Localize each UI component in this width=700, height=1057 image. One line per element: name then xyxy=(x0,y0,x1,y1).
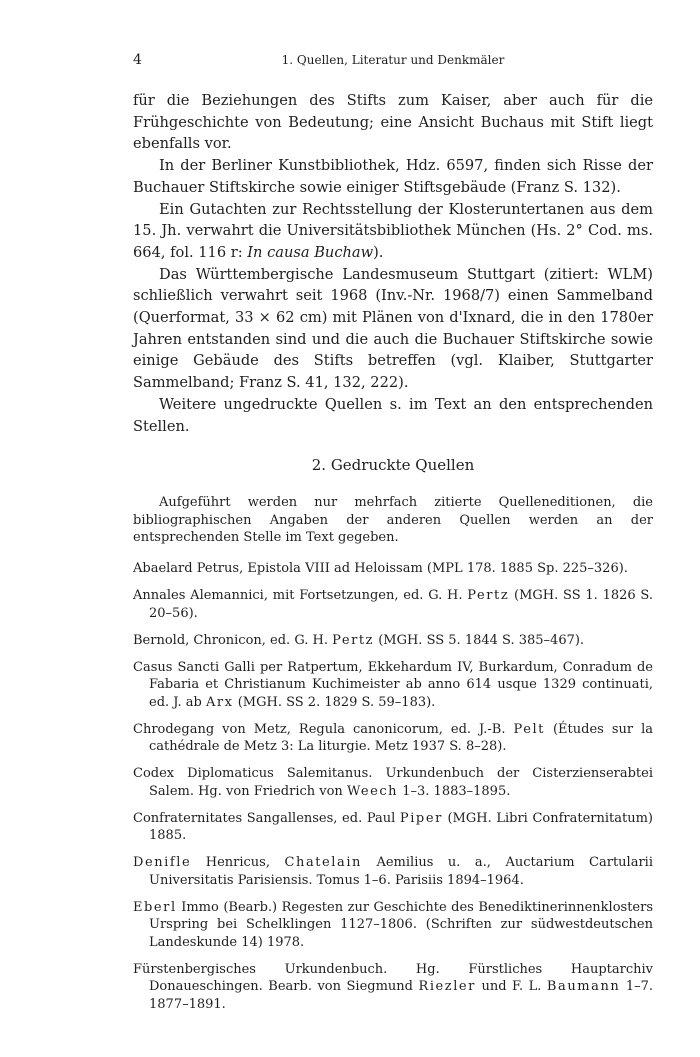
bib-text: (MGH. SS 5. 1844 S. 385–467). xyxy=(374,632,585,648)
bib-entry xyxy=(133,810,653,845)
paragraph-2: In der Berliner Kunstbibliothek, Hdz. 6597, finden sich Risse der Buchauer Stiftskirche sowie einiger Stiftsgebäude (Franz S. 132). xyxy=(133,157,653,196)
bib-entry xyxy=(133,854,653,889)
section-intro xyxy=(133,494,653,547)
bib-entry xyxy=(133,560,653,578)
bib-text: Codex Diplomaticus Salemitanus. Urkundenbuch der Cisterzienserabtei Salem. Hg. von Friedrich von xyxy=(133,766,653,799)
bib-text: Fürstenbergisches Urkundenbuch. Hg. Fürstliches Hauptarchiv Donaueschingen. Bearb. von Siegmund xyxy=(133,961,653,994)
bib-text: (MGH. SS 2. 1829 S. 59–183). xyxy=(233,694,436,710)
bib-editor: Piper xyxy=(399,810,443,826)
section-intro-text: Aufgeführt werden nur mehrfach zitierte Quelleneditionen, die bibliographischen Angaben der anderen Quellen werden an der entsprechenden Stelle im Text gegeben. xyxy=(133,495,653,545)
bib-text: (Études sur la cathédrale de Metz 3: La liturgie. Metz 1937 S. 8–28). xyxy=(149,721,653,754)
bib-text: Casus Sancti Galli per Ratpertum, Ekkehardum IV, Burkardum, Conradum de Fabaria et Christianum Kuchimeister ab anno 614 usque 1329 continuati, ed. J. ab xyxy=(133,659,653,710)
bib-entry xyxy=(133,721,653,756)
bib-editor: Pertz xyxy=(332,632,375,648)
paragraph-4: Das Württembergische Landesmuseum Stuttgart (zitiert: WLM) schließlich verwahrt seit 1968 (Inv.-Nr. 1968/7) einen Sammelband (Querformat, 33 × 62 cm) mit Plänen von d'Ixnard, die in den 1780er Jahren entstanden sind und die auch die Buchauer Stiftskirche sowie einige Gebäude des Stifts betreffen (vgl. Klaiber, Stuttgarter Sammelband; Franz S. 41, 132, 222). xyxy=(133,265,653,392)
section-heading: 2. Gedruckte Quellen xyxy=(311,456,475,474)
bib-text: 1–3. 1883–1895. xyxy=(398,783,511,799)
running-title: 1. Quellen, Literatur und Denkmäler xyxy=(281,53,505,67)
bib-text: Chrodegang von Metz, Regula canonicorum, ed. J.-B. xyxy=(133,721,514,737)
bib-text: und F. L. xyxy=(475,979,547,994)
paragraph-3-end: ). xyxy=(373,243,384,261)
bib-editor: Baumann xyxy=(546,979,621,994)
paragraph-3-text: Ein Gutachten zur Rechtsstellung der Klosteruntertanen aus dem 15. Jh. verwahrt die Universitätsbibliothek München (Hs. 2° Cod. ms. 664, fol. 116 r: xyxy=(133,200,653,261)
bibliography-list xyxy=(133,560,653,1023)
bib-text: Abaelard Petrus, Epistola VIII ad Heloissam (MPL 178. 1885 Sp. 225–326). xyxy=(133,561,628,576)
bib-author: Chatelain xyxy=(284,855,362,870)
bib-text: Bernold, Chronicon, ed. G. H. xyxy=(133,632,333,648)
paragraph-5: Weitere ungedruckte Quellen s. im Text an den entsprechenden Stellen. xyxy=(133,395,653,435)
bib-entry xyxy=(133,961,653,1014)
bib-editor: Arx xyxy=(205,694,234,710)
running-head xyxy=(133,52,653,72)
bib-text: 1–7. 1877–1891. xyxy=(149,979,653,1012)
bib-entry xyxy=(133,632,653,650)
bib-text: Confraternitates Sangallenses, ed. Paul xyxy=(133,810,400,826)
bib-entry xyxy=(133,659,653,712)
bib-text: (MGH. Libri Confraternitatum) 1885. xyxy=(149,810,653,843)
bib-text: Annales Alemannici, mit Fortsetzungen, ed. G. H. xyxy=(133,588,468,603)
body-text xyxy=(133,90,653,437)
bib-text: (MGH. SS 1. 1826 S. 20–56). xyxy=(149,588,654,621)
paragraph-3-italic-title: In causa Buchaw xyxy=(247,243,374,261)
bib-text: Aemilius u. a., Auctarium Cartularii Universitatis Parisiensis. Tomus 1–6. Parisiis 1894–1964. xyxy=(149,855,653,888)
bib-entry xyxy=(133,587,653,622)
bib-editor: Weech xyxy=(346,783,399,799)
bib-author: Denifle xyxy=(133,855,192,870)
bib-editor: Riezler xyxy=(418,979,476,994)
bib-text: Henricus, xyxy=(191,855,285,870)
bib-entry xyxy=(133,899,653,952)
bib-entry xyxy=(133,765,653,800)
bib-editor: Pelt xyxy=(513,721,545,737)
bib-editor: Pertz xyxy=(467,588,510,603)
bib-text: Immo (Bearb.) Regesten zur Geschichte des Benediktinerinnenklosters Urspring bei Schelklingen 1127–1806. (Schriften zur südwestdeutschen Landeskunde 14) 1978. xyxy=(149,899,653,950)
paragraph-1: für die Beziehungen des Stifts zum Kaiser, aber auch für die Frühgeschichte von Bedeutung; eine Ansicht Buchaus mit Stift liegt ebenfalls vor. xyxy=(133,92,653,153)
paragraph-3 xyxy=(133,199,653,264)
bib-author: Eberl xyxy=(133,899,177,915)
page-number: 4 xyxy=(133,52,142,68)
